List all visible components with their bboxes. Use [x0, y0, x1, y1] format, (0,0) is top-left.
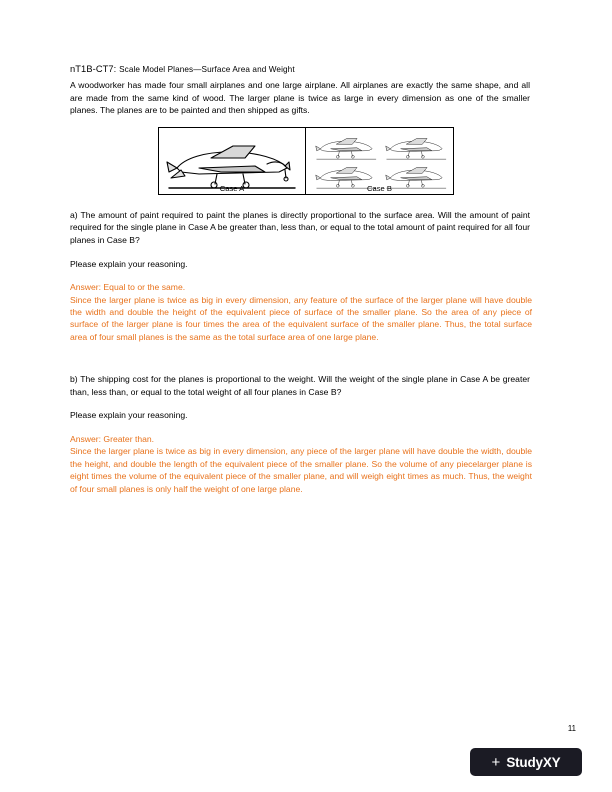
- case-b-box: [306, 127, 454, 195]
- figure-wrapper: [70, 127, 542, 195]
- question-b-prompt: b) The shipping cost for the planes is proportional to the weight. Will the weight of the single plane in Case A be greater than, less than, or equal to the total weight of all four planes in Case B?: [70, 374, 530, 397]
- question-a-explain: Please explain your reasoning.: [70, 258, 188, 269]
- question-b-answer-lead: Answer: Greater than.: [70, 433, 155, 444]
- document-content: [70, 64, 542, 495]
- case-b-label: Case B: [367, 183, 392, 193]
- question-a-prompt: a) The amount of paint required to paint the planes is directly proportional to the surface area. Will the amount of paint required for the single plane in Case A be greater than, less than, or equal to the total amount of paint required for all four planes in Case B?: [70, 209, 530, 245]
- case-a-box: [158, 127, 306, 195]
- question-a: [70, 209, 542, 343]
- page-number: 11: [567, 724, 576, 733]
- question-a-answer-body: Since the larger plane is twice as big in every dimension, any feature of the surface of the larger plane will have double the width and double the height of the equivalent piece of surface of the smaller plane. So the area of any piece of surface of the larger plane is four times the area of the equivalent surface of the smaller plane. Thus, the total surface area of four small planes is the same as the total surface area of one large plane.: [70, 294, 532, 342]
- title-code: nT1B-CT7:: [70, 64, 117, 74]
- page-title: [70, 64, 542, 74]
- title-main: Scale Model Planes—Surface Area and Weight: [119, 65, 295, 74]
- question-b-answer: [70, 433, 532, 495]
- case-a-label: Case A: [219, 183, 245, 193]
- question-a-answer-lead: Answer: Equal to or the same.: [70, 282, 186, 293]
- studyxy-brand-label: StudyXY: [506, 754, 561, 770]
- question-a-answer: [70, 281, 532, 343]
- planes-figure: [158, 127, 454, 195]
- studyxy-watermark: [470, 748, 582, 776]
- question-b-answer-body: Since the larger plane is twice as big in every dimension, any piece of the larger plane will have double the width, double the height, and double the length of the equivalent piece of the smaller plane. So the volume of any piecelarger plane is eight times the volume of the equivalent piece of the smaller plane, and will weigh eight times as much. Thus, the weight of four small planes is only half the weight of one large plane.: [70, 446, 532, 494]
- question-b-explain: Please explain your reasoning.: [70, 410, 188, 421]
- question-b: [70, 373, 542, 495]
- plus-icon: +: [491, 753, 501, 771]
- intro-paragraph: A woodworker has made four small airplanes and one large airplane. All airplanes are exactly the same shape, and all are made from the same kind of wood. The larger plane is twice as large in every dimension as one of the smaller planes. The planes are to be painted and then shipped as gifts.: [70, 80, 530, 116]
